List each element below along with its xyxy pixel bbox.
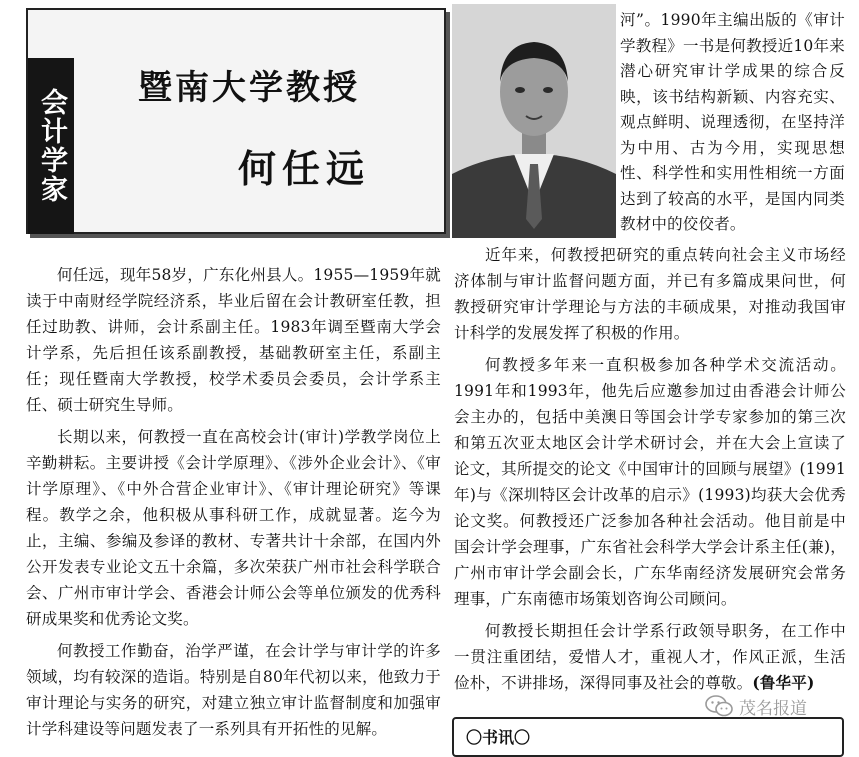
paragraph: 河”。1990年主编出版的《审计学教程》一书是何教授近10年来潜心研究审计学成果的综合反映，该书结构新颖、内容充实、观点鲜明、说理透彻，在坚持洋为中用、古为今用，实现思想性、科学性和实用性相统一方面达到了较高的水平，是国内同类教材中的佼佼者。	[620, 11, 845, 233]
right-top-text	[620, 8, 845, 238]
watermark-text: 茂名报道	[739, 698, 807, 719]
left-column	[26, 262, 441, 742]
author-signature: (鲁华平)	[752, 673, 815, 692]
person-name: 何任远	[238, 146, 371, 191]
news-box	[452, 717, 844, 757]
paragraph: 何教授工作勤奋，治学严谨，在会计学与审计学的许多领域，均有较深的造诣。特别是自80年代初以来，他致力于审计理论与实务的研究，对建立独立审计监督制度和加强审计学科建设等问题发表了一系列具有开拓性的见解。	[26, 642, 441, 738]
paragraph: 长期以来，何教授一直在高校会计(审计)学教学岗位上辛勤耕耘。主要讲授《会计学原理》、《涉外企业会计》、《审计学原理》、《中外合营企业审计》、《审计理论研究》等课程。教学之余，他积极从事科研工作，成就显著。迄今为止，主编、参编及参译的教材、专著共计十余部，在国内外公开发表专业论文五十余篇，多次荣获广州市社会科学联合会、广州市审计学会、香港会计师公会等单位颁发的优秀科研成果奖和优秀论文奖。	[26, 428, 441, 628]
portrait-figure	[452, 4, 616, 238]
column-tag: 会计学家	[28, 58, 74, 234]
paragraph: 何教授多年来一直积极参加各种学术交流活动。1991年和1993年，他先后应邀参加过由香港会计师公会主办的，包括中美澳日等国会计学专家参加的第三次和第五次亚太地区会计学术研讨会，并在大会上宣读了论文，其所提交的论文《中国审计的回顾与展望》(1991年)与《深圳特区会计改革的启示》(1993)均获大会优秀论文奖。何教授还广泛参加各种社会活动。他目前是中国会计学会理事，广东省社会科学大学会计系主任(兼)，广州市审计学会副会长，广东华南经济发展研究会常务理事，广东南德市场策划咨询公司顾问。	[454, 356, 846, 608]
wechat-icon	[705, 695, 733, 717]
paragraph	[454, 618, 846, 696]
watermark	[705, 692, 807, 720]
page-title: 暨南大学教授	[138, 68, 360, 108]
right-column	[454, 242, 846, 696]
paragraph: 近年来，何教授把研究的重点转向社会主义市场经济体制与审计监督问题方面，并已有多篇成果问世，何教授研究审计学理论与方法的丰硕成果，对推动我国审计科学的发展发挥了积极的作用。	[454, 246, 846, 342]
portrait-photo	[452, 4, 616, 238]
news-box-title: 〇书讯〇	[466, 728, 531, 747]
header-banner	[26, 8, 446, 234]
paragraph: 何任远，现年58岁，广东化州县人。1955—1959年就读于中南财经学院经济系，毕业后留在会计教研室任教，担任过助教、讲师，会计系副主任。1983年调至暨南大学会计学系，先后担任该系副教授，基础教研室主任，系副主任；现任暨南大学教授，校学术委员会委员，会计学系主任、硕士研究生导师。	[26, 266, 441, 414]
paragraph-text: 何教授长期担任会计学系行政领导职务，在工作中一贯注重团结，爱惜人才，重视人才，作风正派，生活俭朴，不讲排场，深得同事及社会的尊敬。	[454, 622, 846, 692]
